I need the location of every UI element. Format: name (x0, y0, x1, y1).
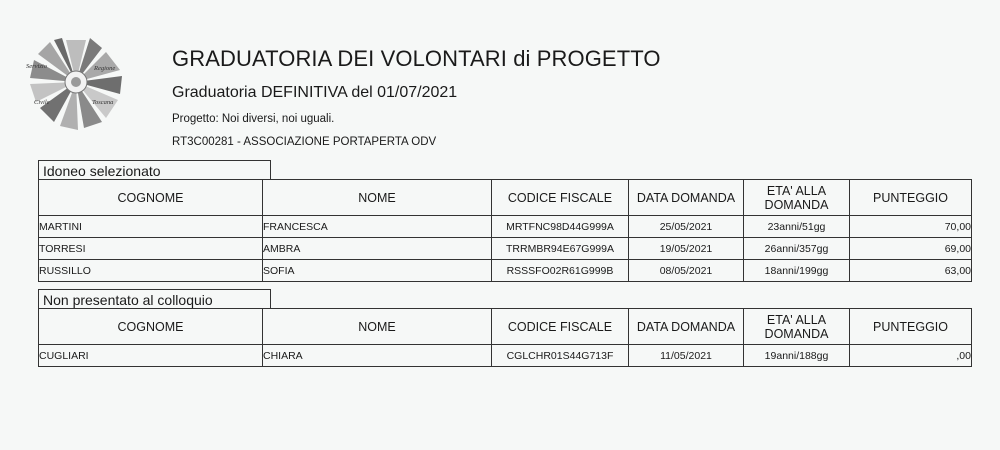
logo-text-regione: Regione (94, 65, 116, 72)
absent-volunteers-table (38, 308, 972, 367)
col-header-eta-line2: DOMANDA (764, 197, 829, 212)
table-row (39, 238, 972, 260)
table-row (39, 216, 972, 238)
cell-cognome: CUGLIARI (39, 345, 263, 367)
logo-text-servizio: Servizio (26, 63, 47, 70)
col-header-eta (744, 180, 850, 216)
cell-cognome: TORRESI (39, 238, 263, 260)
selected-volunteers-table (38, 179, 972, 282)
cell-codice-fiscale: TRRMBR94E67G999A (492, 238, 629, 260)
cell-nome: CHIARA (263, 345, 492, 367)
cell-codice-fiscale: MRTFNC98D44G999A (492, 216, 629, 238)
cell-eta: 23anni/51gg (744, 216, 850, 238)
col-header-punteggio: PUNTEGGIO (850, 309, 972, 345)
cell-nome: AMBRA (263, 238, 492, 260)
cell-punteggio: 70,00 (850, 216, 972, 238)
project-name: Progetto: Noi diversi, noi uguali. (172, 113, 335, 125)
col-header-eta-line1: ETA' ALLA (766, 183, 827, 198)
col-header-nome: NOME (263, 180, 492, 216)
col-header-data-domanda: DATA DOMANDA (629, 180, 744, 216)
cell-punteggio: 69,00 (850, 238, 972, 260)
cell-codice-fiscale: RSSSFO02R61G999B (492, 260, 629, 282)
cell-eta: 26anni/357gg (744, 238, 850, 260)
col-header-eta-line2: DOMANDA (764, 326, 829, 341)
cell-eta: 19anni/188gg (744, 345, 850, 367)
cell-eta: 18anni/199gg (744, 260, 850, 282)
section-label-absent: Non presentato al colloquio (38, 289, 271, 308)
col-header-cognome: COGNOME (39, 180, 263, 216)
cell-punteggio: ,00 (850, 345, 972, 367)
cell-data-domanda: 08/05/2021 (629, 260, 744, 282)
col-header-data-domanda: DATA DOMANDA (629, 309, 744, 345)
ranking-subtitle: Graduatoria DEFINITIVA del 01/07/2021 (172, 84, 458, 101)
cell-data-domanda: 11/05/2021 (629, 345, 744, 367)
cell-cognome: MARTINI (39, 216, 263, 238)
cell-nome: FRANCESCA (263, 216, 492, 238)
col-header-eta-line1: ETA' ALLA (766, 312, 827, 327)
cell-data-domanda: 19/05/2021 (629, 238, 744, 260)
table-header-row (39, 309, 972, 345)
cell-data-domanda: 25/05/2021 (629, 216, 744, 238)
col-header-cognome: COGNOME (39, 309, 263, 345)
cell-punteggio: 63,00 (850, 260, 972, 282)
cell-cognome: RUSSILLO (39, 260, 263, 282)
table-row (39, 260, 972, 282)
page-title: GRADUATORIA DEI VOLONTARI di PROGETTO (172, 46, 661, 71)
logo-text-toscana: Toscana (92, 99, 114, 106)
col-header-eta (744, 309, 850, 345)
col-header-codice-fiscale: CODICE FISCALE (492, 180, 629, 216)
servizio-civile-toscana-logo (22, 30, 130, 134)
col-header-codice-fiscale: CODICE FISCALE (492, 309, 629, 345)
cell-nome: SOFIA (263, 260, 492, 282)
col-header-punteggio: PUNTEGGIO (850, 180, 972, 216)
organization-name: RT3C00281 - ASSOCIAZIONE PORTAPERTA ODV (172, 136, 437, 148)
cell-codice-fiscale: CGLCHR01S44G713F (492, 345, 629, 367)
section-label-selected: Idoneo selezionato (38, 160, 271, 179)
logo-text-civile: Civile (34, 99, 50, 106)
table-row (39, 345, 972, 367)
table-header-row (39, 180, 972, 216)
col-header-nome: NOME (263, 309, 492, 345)
